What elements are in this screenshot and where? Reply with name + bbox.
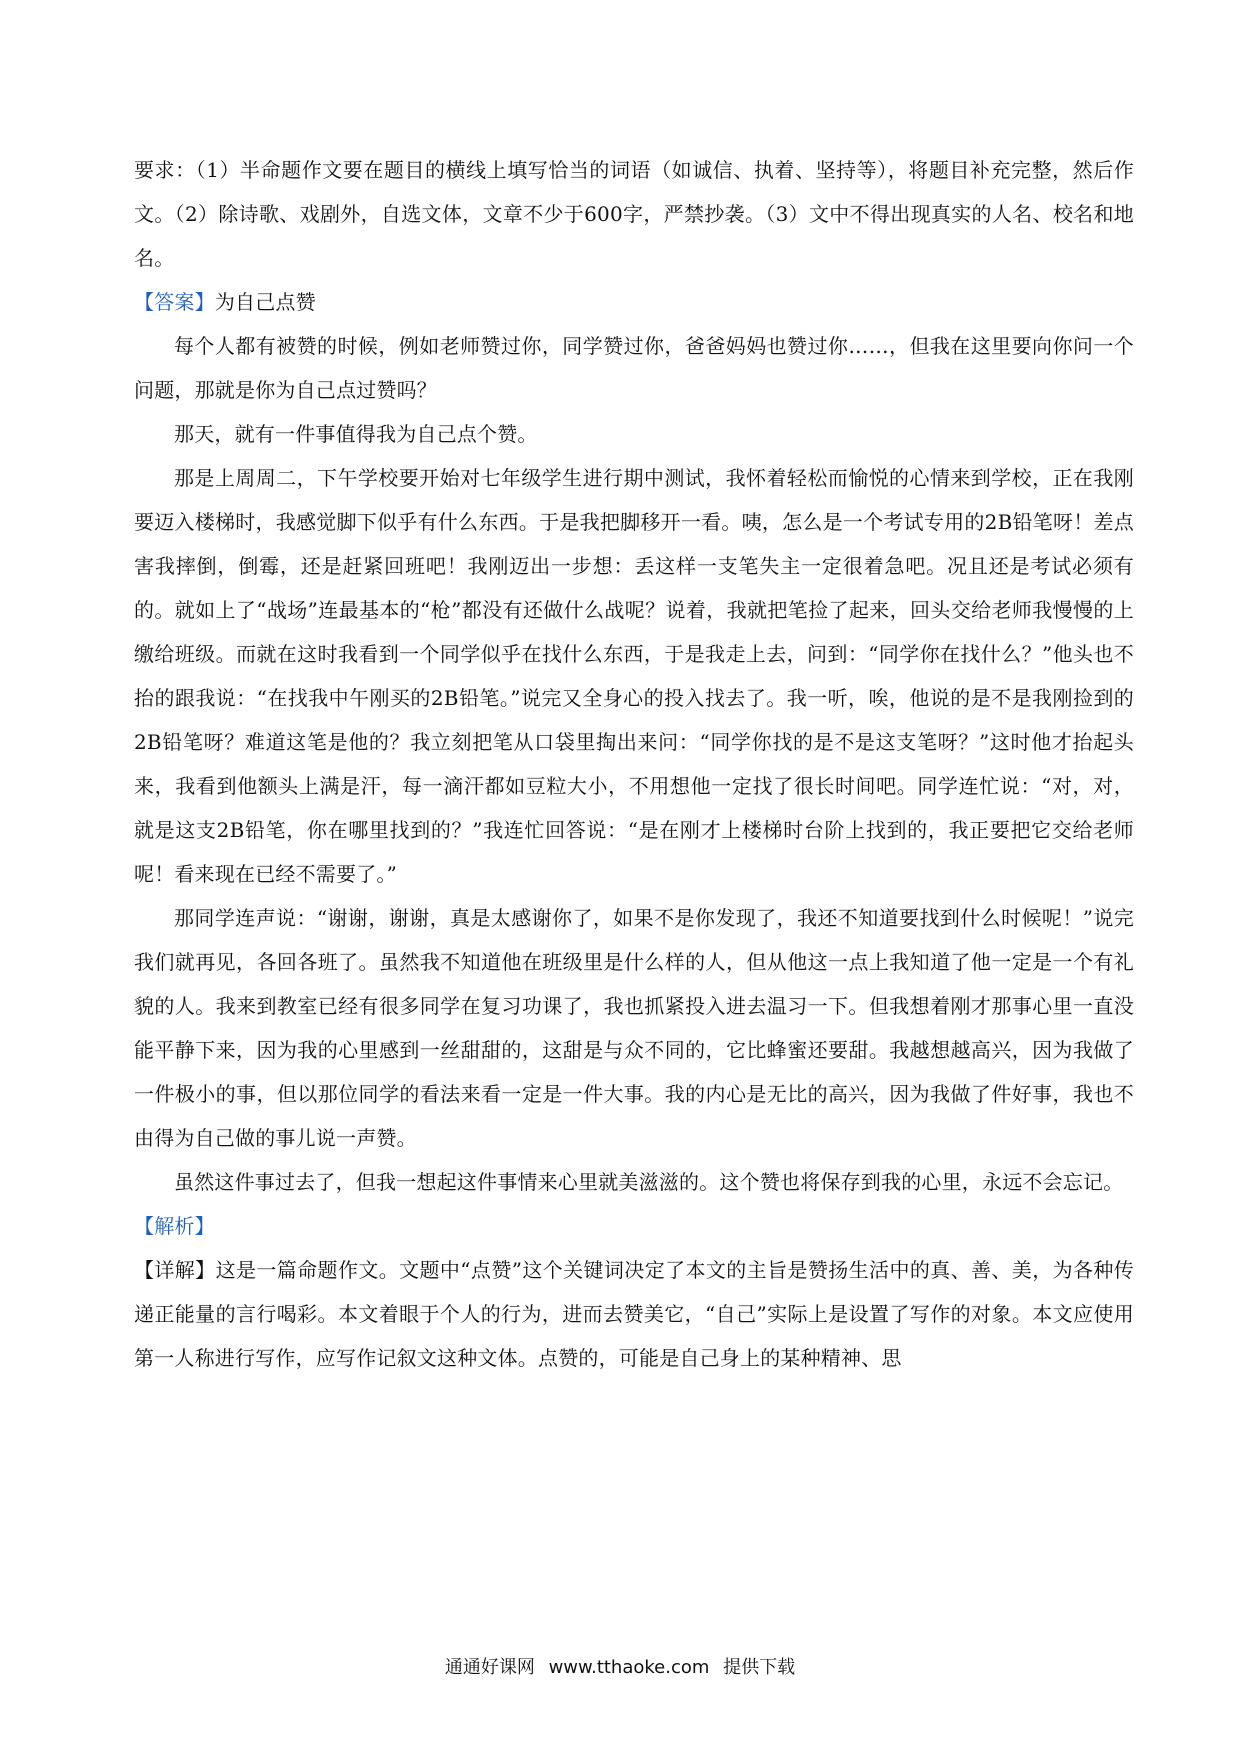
- essay-paragraph: 那天，就有一件事值得我为自己点个赞。: [174, 422, 538, 446]
- document-body: [134, 148, 1134, 1380]
- detail-tag: 【详解】: [134, 1258, 216, 1282]
- footer-url[interactable]: www.tthaoke.com: [548, 1657, 710, 1678]
- footer-site-name: 通通好课网: [444, 1657, 535, 1678]
- footer-suffix: 提供下载: [723, 1657, 796, 1678]
- essay-paragraph: 那同学连声说：“谢谢，谢谢，真是太感谢你了，如果不是你发现了，我还不知道要找到什么时候呢！”说完我们就再见，各回各班了。虽然我不知道他在班级里是什么样的人，但从他这一点上我知道了他一定是一个有礼貌的人。我来到教室已经有很多同学在复习功课了，我也抓紧投入进去温习一下。但我想着刚才那事心里一直没能平静下来，因为我的心里感到一丝甜甜的，这甜是与众不同的，它比蜂蜜还要甜。我越想越高兴，因为我做了一件极小的事，但以那位同学的看法来看一定是一件大事。我的内心是无比的高兴，因为我做了件好事，我也不由得为自己做的事儿说一声赞。: [134, 906, 1134, 1150]
- analysis-tag: 【解析】: [134, 1214, 215, 1238]
- detail-paragraph: [134, 1248, 1134, 1380]
- essay-paragraph: 虽然这件事过去了，但我一想起这件事情来心里就美滋滋的。这个赞也将保存到我的心里，永远不会忘记。: [174, 1170, 1124, 1194]
- essay-paragraph: 那是上周周二，下午学校要开始对七年级学生进行期中测试，我怀着轻松而愉悦的心情来到学校，正在我刚要迈入楼梯时，我感觉脚下似乎有什么东西。于是我把脚移开一看。咦，怎么是一个考试专用的2B铅笔呀！差点害我摔倒，倒霉，还是赶紧回班吧！我刚迈出一步想：丢这样一支笔失主一定很着急吧。况且还是考试必须有的。就如上了“战场”连最基本的“枪”都没有还做什么战呢？说着，我就把笔捡了起来，回头交给老师我慢慢的上缴给班级。而就在这时我看到一个同学似乎在找什么东西，于是我走上去，问到：“同学你在找什么？”他头也不抬的跟我说：“在找我中午刚买的2B铅笔。”说完又全身心的投入找去了。我一听，唉，他说的是不是我刚捡到的2B铅笔呀？难道这笔是他的？我立刻把笔从口袋里掏出来问：“同学你找的是不是这支笔呀？”这时他才抬起头来，我看到他额头上满是汗，每一滴汗都如豆粒大小，不用想他一定找了很长时间吧。同学连忙说：“对，对，就是这支2B铅笔，你在哪里找到的？”我连忙回答说：“是在刚才上楼梯时台阶上找到的，我正要把它交给老师呢！看来现在已经不需要了。”: [134, 466, 1134, 886]
- answer-title: 为自己点赞: [214, 290, 316, 314]
- essay-paragraph: 每个人都有被赞的时候，例如老师赞过你，同学赞过你，爸爸妈妈也赞过你……，但我在这里要向你问一个问题，那就是你为自己点过赞吗？: [134, 334, 1134, 402]
- answer-tag: 【答案】: [134, 290, 215, 314]
- requirement-text: 要求：（1）半命题作文要在题目的横线上填写恰当的词语（如诚信、执着、坚持等），将题目补充完整，然后作文。（2）除诗歌、戏剧外，自选文体，文章不少于600字，严禁抄袭。（3）文中不得出现真实的人名、校名和地名。: [134, 158, 1134, 270]
- analysis-line: [134, 1204, 1134, 1248]
- detail-text: 这是一篇命题作文。文题中“点赞”这个关键词决定了本文的主旨是赞扬生活中的真、善、美，为各种传递正能量的言行喝彩。本文着眼于个人的行为，进而去赞美它，“自己”实际上是设置了写作的对象。本文应使用第一人称进行写作，应写作记叙文这种文体。点赞的，可能是自己身上的某种精神、思: [134, 1258, 1134, 1370]
- page-footer: [0, 1653, 1240, 1679]
- answer-line: [134, 280, 1134, 324]
